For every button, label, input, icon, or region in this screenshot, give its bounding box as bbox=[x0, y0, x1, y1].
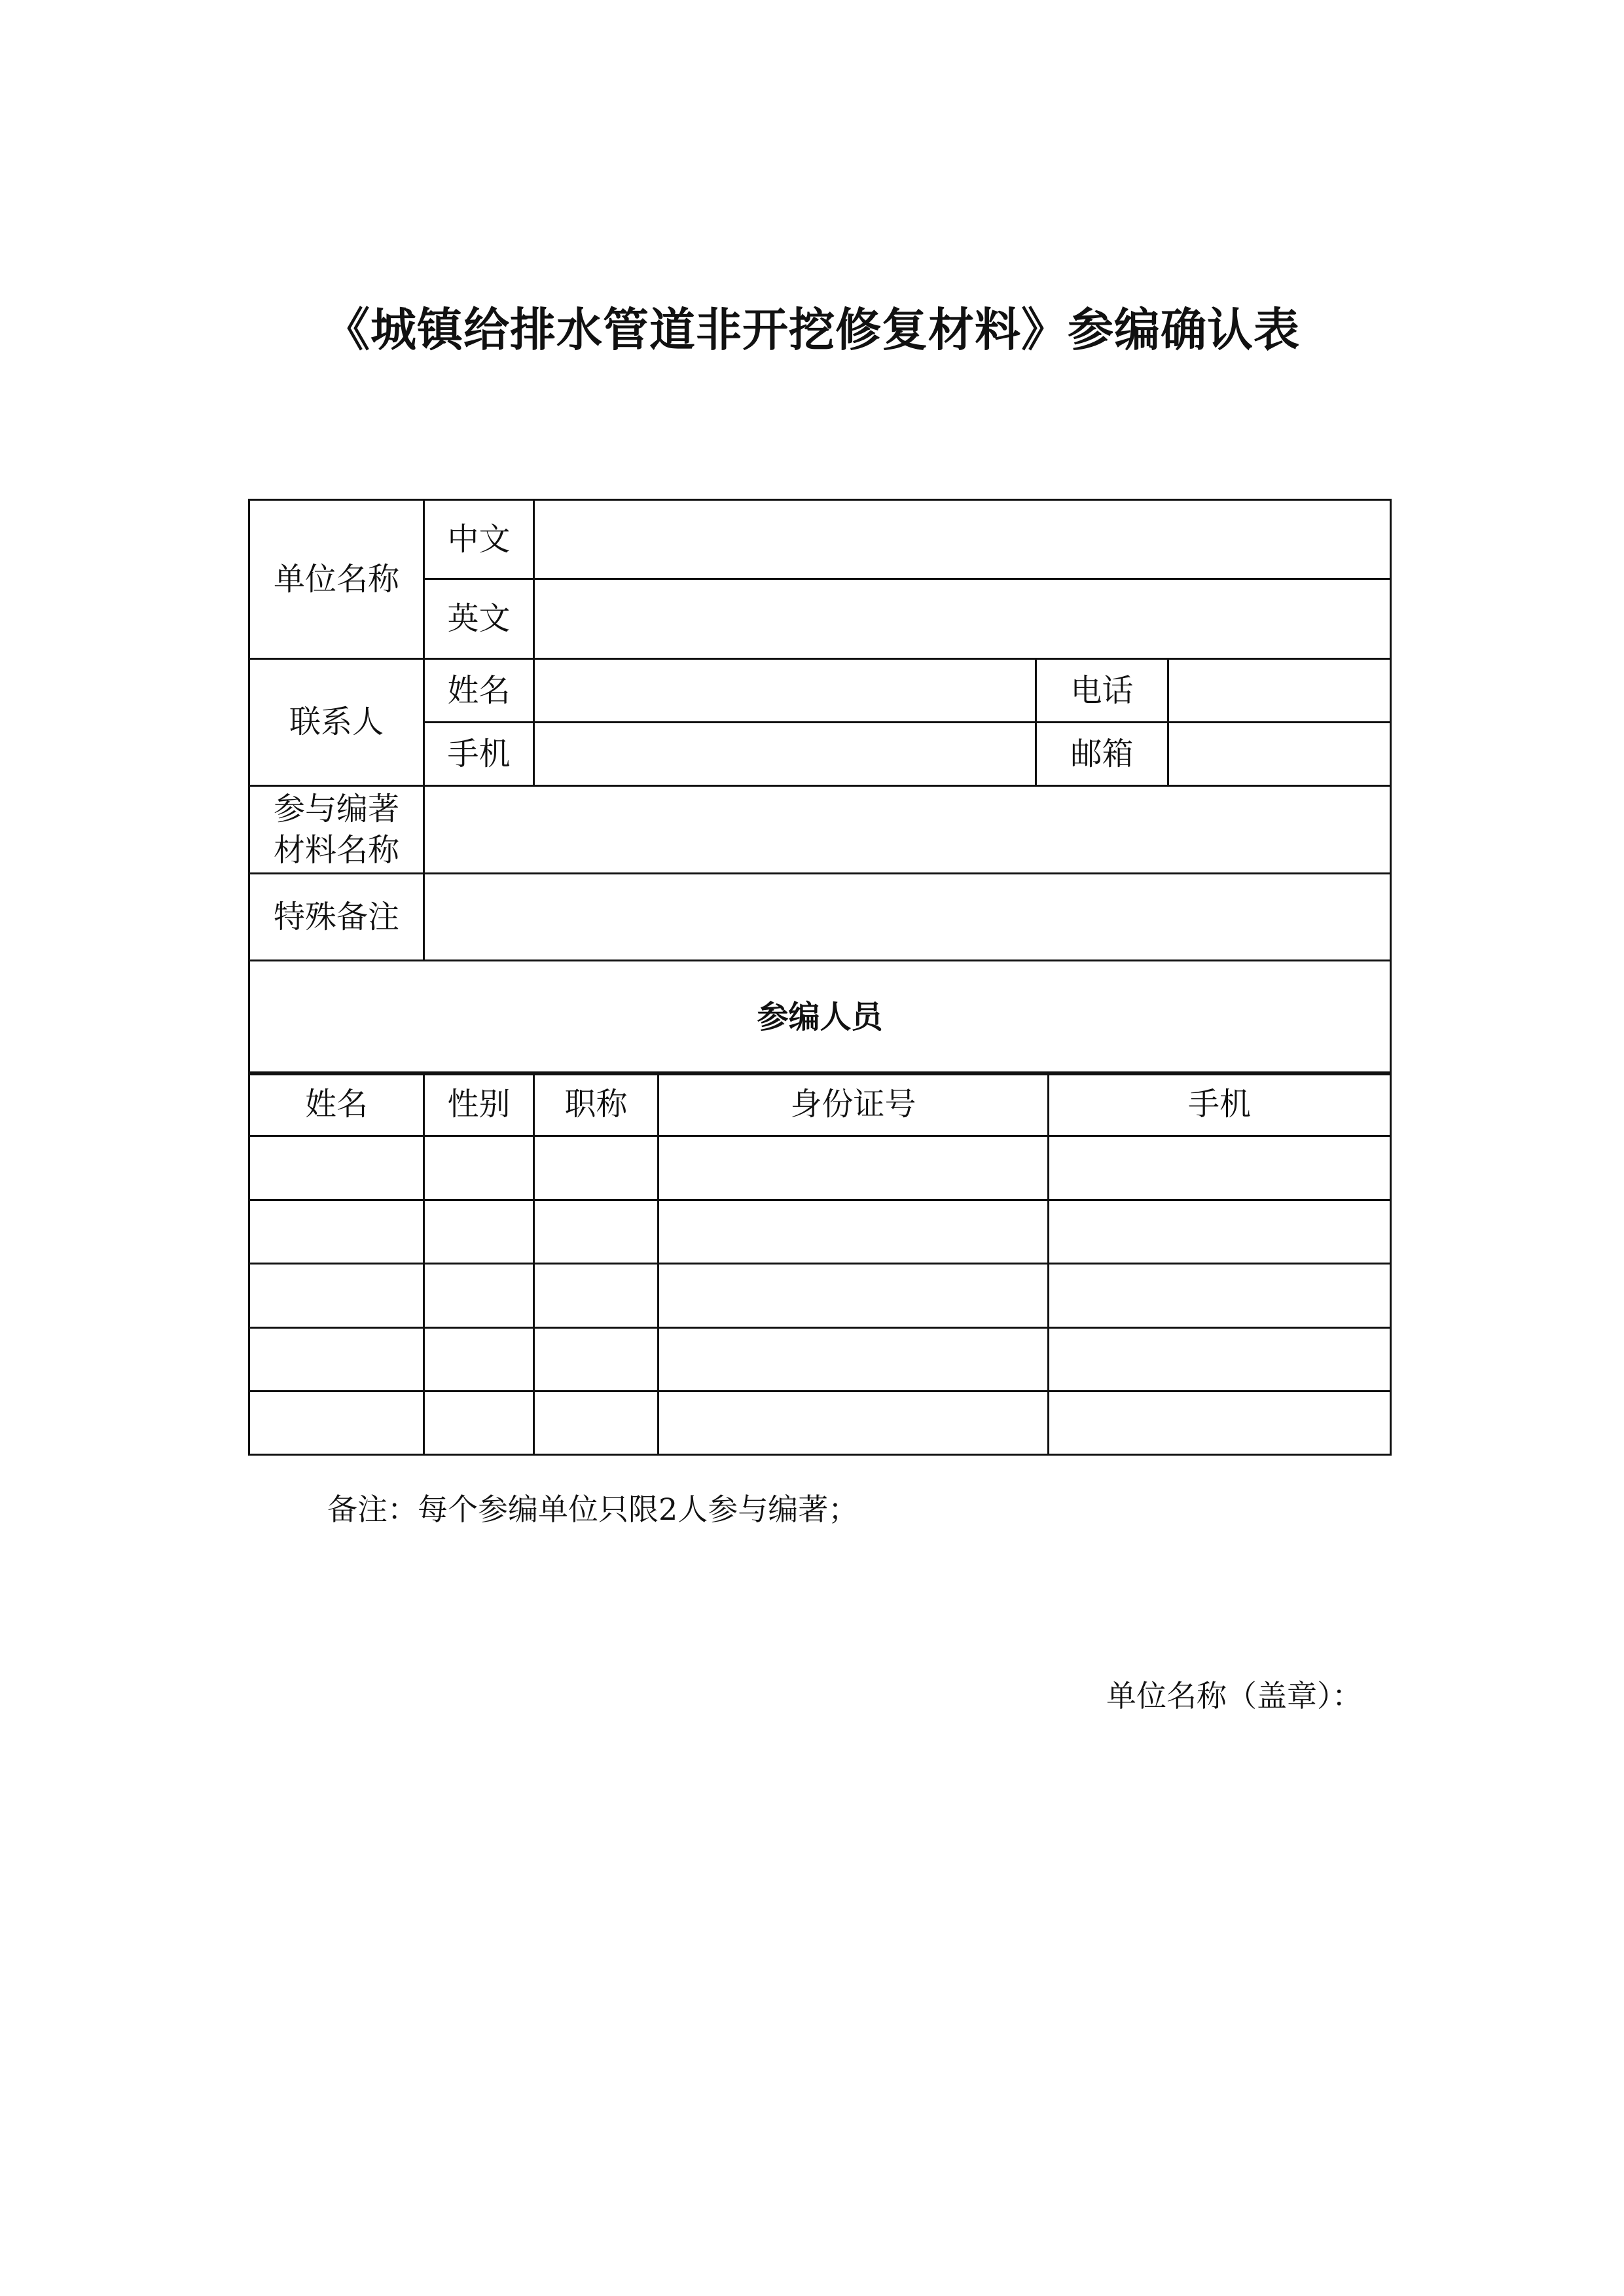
participant-mobile-cell[interactable] bbox=[1049, 1328, 1391, 1391]
contact-mobile-label: 手机 bbox=[424, 723, 534, 786]
participant-id-cell[interactable] bbox=[659, 1136, 1049, 1200]
contact-email-label: 邮箱 bbox=[1036, 723, 1168, 786]
contact-label: 联系人 bbox=[249, 659, 424, 786]
participant-name-cell[interactable] bbox=[249, 1391, 424, 1455]
participant-id-cell[interactable] bbox=[659, 1264, 1049, 1328]
material-label-line1: 参与编著 bbox=[273, 791, 399, 828]
special-remarks-label: 特殊备注 bbox=[249, 874, 424, 961]
contact-email-field[interactable] bbox=[1168, 723, 1391, 786]
contact-mobile-field[interactable] bbox=[534, 723, 1036, 786]
participant-gender-cell[interactable] bbox=[424, 1264, 534, 1328]
participant-mobile-cell[interactable] bbox=[1049, 1264, 1391, 1328]
participant-title-cell[interactable] bbox=[534, 1328, 659, 1391]
participant-name-cell[interactable] bbox=[249, 1264, 424, 1328]
participants-column-header bbox=[249, 1073, 1391, 1136]
participant-gender-cell[interactable] bbox=[424, 1136, 534, 1200]
participant-gender-cell[interactable] bbox=[424, 1200, 534, 1264]
confirmation-form-table bbox=[248, 499, 1392, 1075]
participant-name-cell[interactable] bbox=[249, 1328, 424, 1391]
participant-name-cell[interactable] bbox=[249, 1200, 424, 1264]
participant-title-cell[interactable] bbox=[534, 1391, 659, 1455]
material-label-line2: 材料名称 bbox=[273, 831, 399, 869]
participant-gender-cell[interactable] bbox=[424, 1391, 534, 1455]
participant-mobile-cell[interactable] bbox=[1049, 1200, 1391, 1264]
participant-id-cell[interactable] bbox=[659, 1200, 1049, 1264]
participant-mobile-cell[interactable] bbox=[1049, 1136, 1391, 1200]
column-header-gender: 性别 bbox=[424, 1073, 534, 1136]
participant-row bbox=[249, 1136, 1391, 1200]
participant-id-cell[interactable] bbox=[659, 1328, 1049, 1391]
participant-row bbox=[249, 1328, 1391, 1391]
material-row bbox=[249, 786, 1391, 874]
participant-title-cell[interactable] bbox=[534, 1136, 659, 1200]
column-header-title: 职称 bbox=[534, 1073, 659, 1136]
contact-phone-label: 电话 bbox=[1036, 659, 1168, 723]
footnote: 备注：每个参编单位只限2人参与编著； bbox=[327, 1492, 859, 1527]
participant-title-cell[interactable] bbox=[534, 1200, 659, 1264]
participant-name-cell[interactable] bbox=[249, 1136, 424, 1200]
contact-row-1 bbox=[249, 659, 1391, 723]
participant-mobile-cell[interactable] bbox=[1049, 1391, 1391, 1455]
unit-name-row-chinese bbox=[249, 500, 1391, 579]
page-title: 《城镇给排水管道非开挖修复材料》参编确认表 bbox=[324, 303, 1300, 357]
special-remarks-field[interactable] bbox=[424, 874, 1391, 961]
participants-table bbox=[248, 1071, 1392, 1456]
column-header-mobile: 手机 bbox=[1049, 1073, 1391, 1136]
participant-row bbox=[249, 1391, 1391, 1455]
material-label bbox=[249, 786, 424, 874]
english-label: 英文 bbox=[424, 579, 534, 659]
column-header-name: 姓名 bbox=[249, 1073, 424, 1136]
material-field[interactable] bbox=[424, 786, 1391, 874]
participant-row bbox=[249, 1200, 1391, 1264]
unit-name-label: 单位名称 bbox=[249, 500, 424, 659]
unit-name-english-field[interactable] bbox=[534, 579, 1391, 659]
contact-name-field[interactable] bbox=[534, 659, 1036, 723]
participant-gender-cell[interactable] bbox=[424, 1328, 534, 1391]
participant-title-cell[interactable] bbox=[534, 1264, 659, 1328]
participants-header-row bbox=[249, 961, 1391, 1075]
chinese-label: 中文 bbox=[424, 500, 534, 579]
contact-phone-field[interactable] bbox=[1168, 659, 1391, 723]
contact-name-label: 姓名 bbox=[424, 659, 534, 723]
participant-id-cell[interactable] bbox=[659, 1391, 1049, 1455]
unit-name-chinese-field[interactable] bbox=[534, 500, 1391, 579]
special-remarks-row bbox=[249, 874, 1391, 961]
participant-row bbox=[249, 1264, 1391, 1328]
column-header-id-number: 身份证号 bbox=[659, 1073, 1049, 1136]
participants-section-title: 参编人员 bbox=[249, 961, 1391, 1075]
signature-line: 单位名称（盖章）： bbox=[1106, 1678, 1362, 1713]
